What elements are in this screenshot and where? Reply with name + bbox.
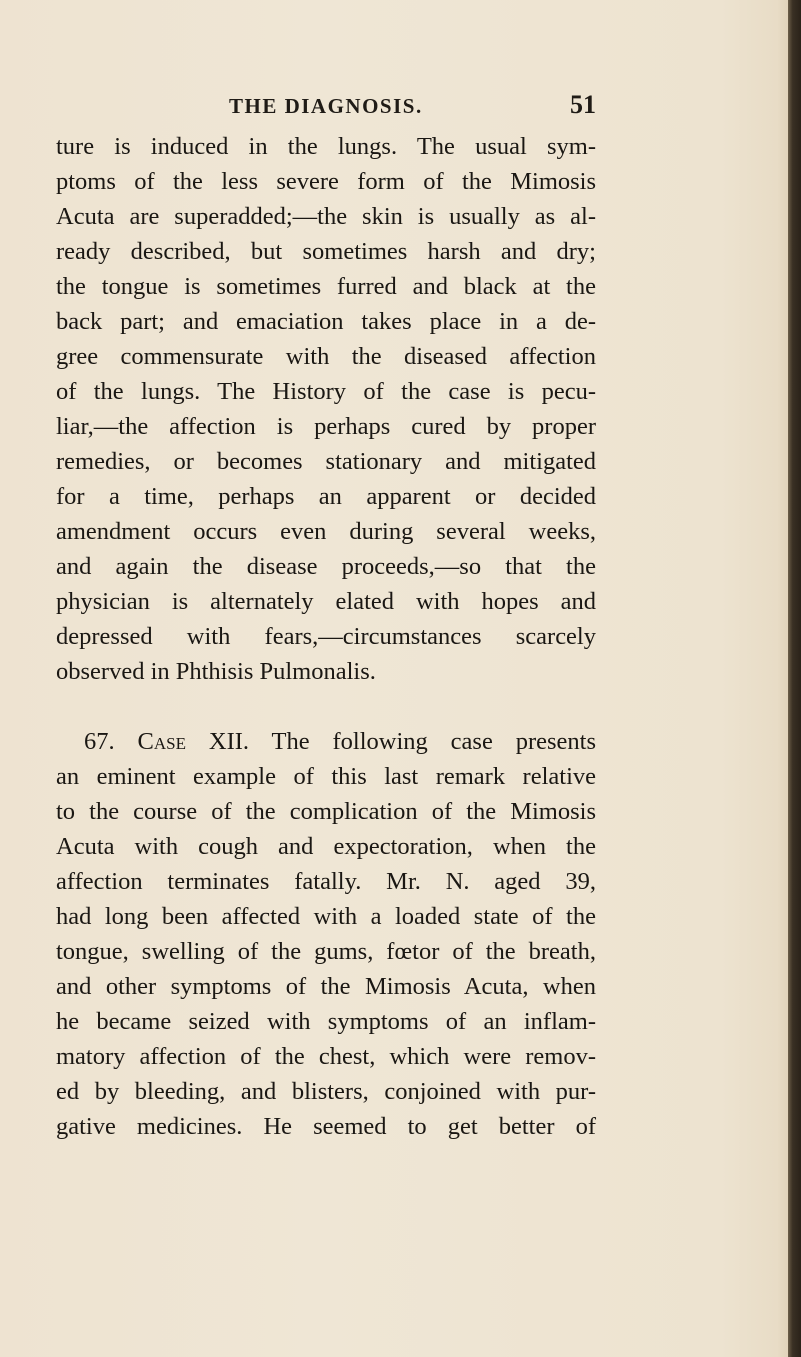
text-line: matory affection of the chest, which were remov-	[56, 1043, 596, 1070]
body-text	[56, 129, 596, 1144]
text-line: ptoms of the less severe form of the Mimosis	[56, 168, 596, 195]
text-line: an eminent example of this last remark relative	[56, 763, 596, 790]
text-line: physician is alternately elated with hopes and	[56, 588, 596, 615]
text-line: ture is induced in the lungs. The usual sym-	[56, 133, 596, 160]
text-line: Acuta with cough and expectoration, when the	[56, 833, 596, 860]
page-header	[56, 92, 596, 126]
text-line: and other symptoms of the Mimosis Acuta, when	[56, 973, 596, 1000]
text-line: of the lungs. The History of the case is pecu-	[56, 378, 596, 405]
first-line-text: The following case presents	[271, 728, 597, 755]
text-line: for a time, perhaps an apparent or decided	[56, 483, 596, 510]
text-line: observed in Phthisis Pulmonalis.	[56, 658, 376, 685]
page-edge-shadow	[788, 0, 801, 1357]
paragraph-gap	[56, 689, 596, 724]
running-head: THE DIAGNOSIS.	[229, 94, 423, 118]
section-number: 67.	[84, 728, 115, 755]
text-line: remedies, or becomes stationary and mitigated	[56, 448, 596, 475]
text-line: to the course of the complication of the Mimosis	[56, 798, 596, 825]
text-line: gative medicines. He seemed to get better of	[56, 1113, 596, 1140]
text-line: had long been affected with a loaded state of the	[56, 903, 596, 930]
paragraph-2	[56, 724, 596, 1144]
text-line: depressed with fears,—circumstances scarcely	[56, 623, 596, 650]
text-line-first	[56, 724, 596, 759]
page-number: 51	[570, 90, 596, 119]
text-line: he became seized with symptoms of an inflam-	[56, 1008, 596, 1035]
text-line: Acuta are superadded;—the skin is usually as al-	[56, 203, 596, 230]
text-line: ed by bleeding, and blisters, conjoined with pur-	[56, 1078, 596, 1105]
case-label: Case XII.	[137, 728, 250, 755]
text-line: liar,—the affection is perhaps cured by proper	[56, 413, 596, 440]
text-line: gree commensurate with the diseased affection	[56, 343, 596, 370]
paragraph-1	[56, 129, 596, 689]
text-line: the tongue is sometimes furred and black at the	[56, 273, 596, 300]
text-line: amendment occurs even during several weeks,	[56, 518, 596, 545]
text-line: affection terminates fatally. Mr. N. aged 39,	[56, 868, 596, 895]
text-line: back part; and emaciation takes place in a de-	[56, 308, 596, 335]
text-line: and again the disease proceeds,—so that the	[56, 553, 596, 580]
text-line: tongue, swelling of the gums, fœtor of the breath,	[56, 938, 596, 965]
text-line: ready described, but sometimes harsh and dry;	[56, 238, 596, 265]
